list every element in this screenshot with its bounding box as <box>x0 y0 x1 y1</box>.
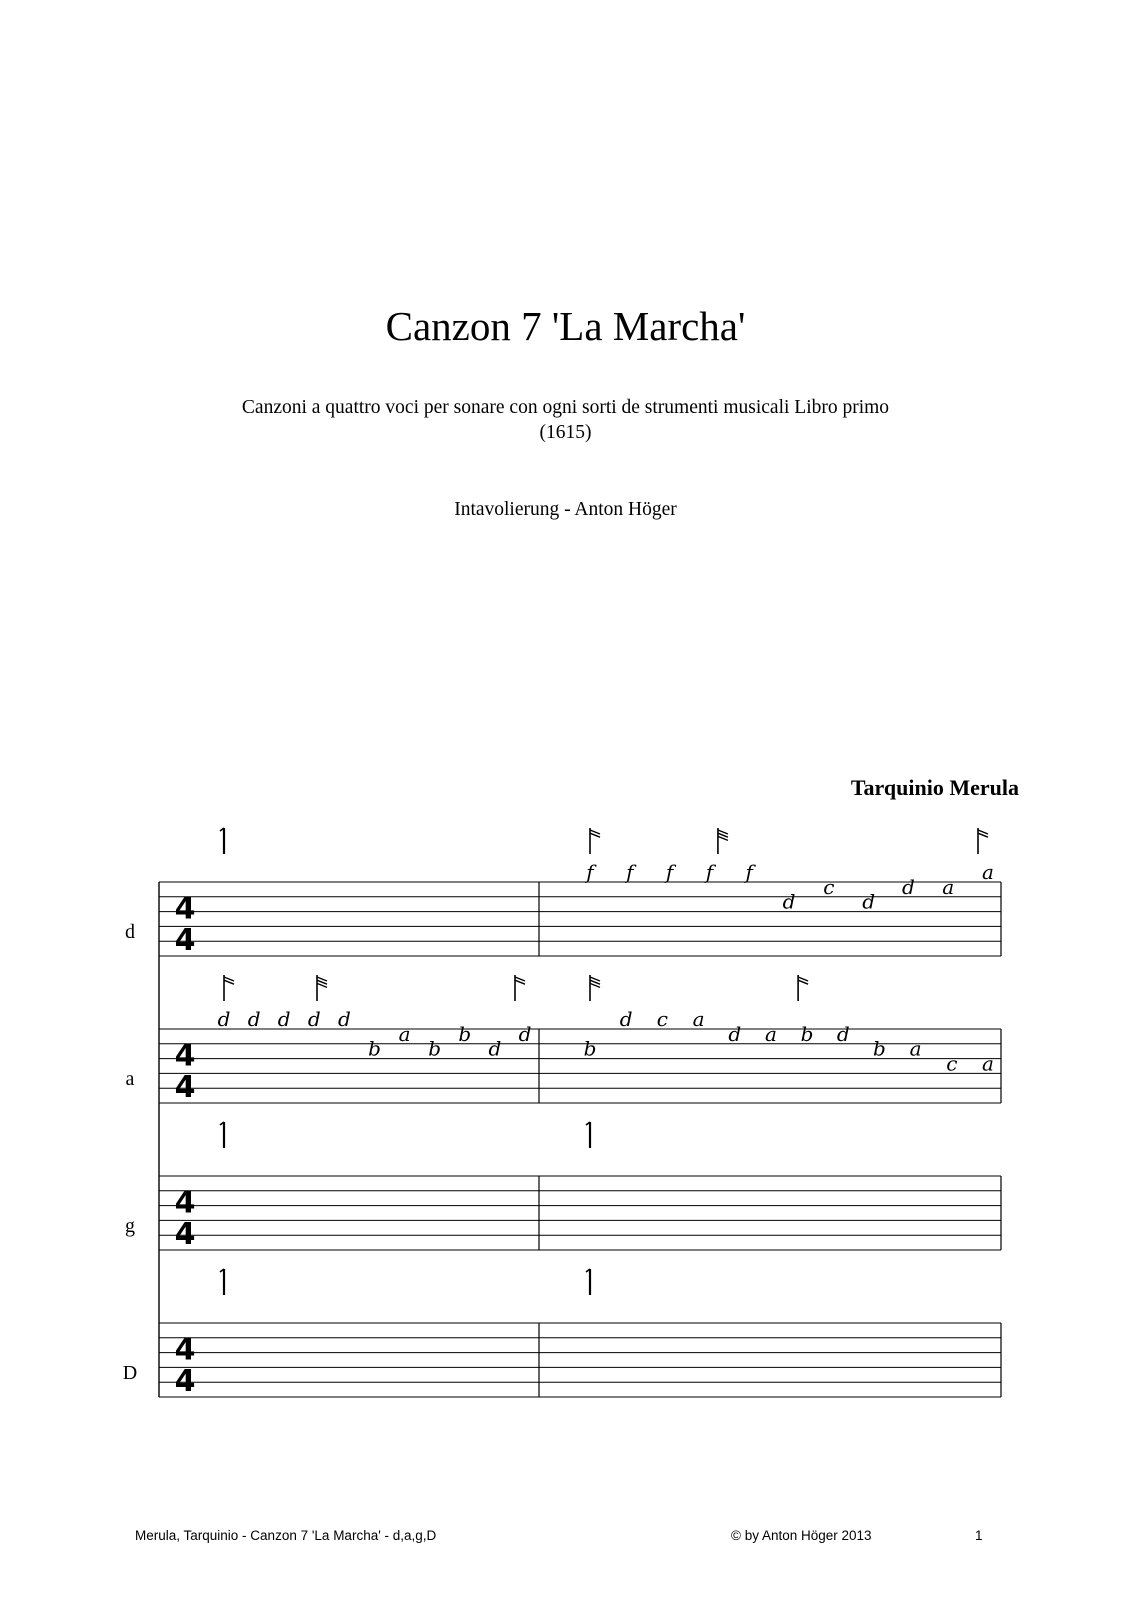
tab-letter: f <box>626 860 634 884</box>
tab-letter: d <box>307 1007 321 1031</box>
tab-letter: d <box>862 889 876 914</box>
time-signature-denominator: 4 <box>174 1364 196 1400</box>
footer-piece-info: Merula, Tarquinio - Canzon 7 'La Marcha' - d,a,g,D <box>135 1528 437 1543</box>
time-signature-numerator: 4 <box>174 1185 196 1221</box>
time-signature-denominator: 4 <box>174 1217 196 1253</box>
tab-letter: b <box>583 1036 597 1061</box>
tab-letter: a <box>909 1036 922 1061</box>
tab-letter: d <box>488 1036 502 1061</box>
tab-letter: c <box>823 874 835 899</box>
time-signature-numerator: 4 <box>174 1332 196 1368</box>
tab-letter: d <box>728 1021 742 1046</box>
tab-letter: d <box>217 1007 231 1031</box>
staff-tuning-label: g <box>125 1215 135 1238</box>
tab-letter: f <box>745 860 753 884</box>
staff-tuning-label: d <box>125 921 135 944</box>
tab-letter: f <box>705 860 714 884</box>
staff-tuning-label: a <box>125 1068 135 1091</box>
tab-letter: b <box>800 1021 814 1046</box>
subtitle-line-1: Canzoni a quattro voci per sonare con ogni sorti de strumenti musicali Libro primo <box>241 397 890 418</box>
tab-letter: d <box>901 874 915 899</box>
tab-letter: a <box>764 1021 777 1046</box>
tab-letter: a <box>982 1051 994 1076</box>
staff-tuning-label: D <box>122 1362 138 1385</box>
time-signature-denominator: 4 <box>174 923 196 959</box>
tab-letter: a <box>942 874 955 899</box>
page-number: 1 <box>975 1528 983 1543</box>
tab-letter: f <box>665 860 674 884</box>
subtitle-line-2: (1615) <box>539 422 592 443</box>
page-title: Canzon 7 'La Marcha' <box>385 303 746 349</box>
footer-copyright: © by Anton Höger 2013 <box>731 1528 872 1543</box>
arranger-credit: Intavolierung - Anton Höger <box>454 499 677 520</box>
tab-letter: d <box>619 1007 633 1031</box>
time-signature-numerator: 4 <box>174 891 196 927</box>
composer-name: Tarquinio Merula <box>850 775 1019 800</box>
tab-letter: d <box>782 889 796 914</box>
tab-letter: d <box>247 1007 261 1031</box>
tab-letter: b <box>368 1036 381 1061</box>
tab-letter: b <box>873 1036 886 1061</box>
time-signature-denominator: 4 <box>174 1070 196 1106</box>
tab-letter: c <box>656 1007 668 1031</box>
tab-letter: d <box>277 1007 291 1031</box>
tab-letter: f <box>586 860 594 884</box>
tab-letter: b <box>428 1036 442 1061</box>
time-signature-numerator: 4 <box>174 1038 196 1074</box>
tab-letter: b <box>458 1021 472 1046</box>
tab-letter: a <box>982 860 994 884</box>
tab-letter: a <box>398 1021 411 1046</box>
tab-letter: d <box>836 1021 850 1046</box>
tab-letter: d <box>337 1007 351 1031</box>
tab-letter: c <box>946 1051 958 1076</box>
tab-letter: d <box>518 1021 532 1046</box>
tab-letter: a <box>692 1007 705 1031</box>
